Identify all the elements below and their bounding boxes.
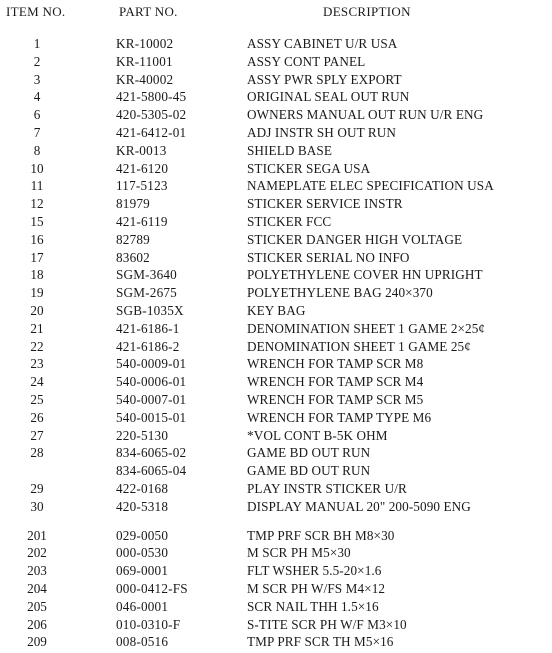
description-cell: WRENCH FOR TAMP SCR M8 [247, 356, 424, 372]
description-cell: STICKER FCC [247, 213, 332, 229]
table-row [0, 498, 552, 516]
header-description: DESCRIPTION [323, 4, 411, 19]
item-no-cell: 7 [33, 124, 41, 140]
part-no-cell: 834-6065-02 [116, 445, 187, 461]
item-no-cell: 206 [27, 616, 47, 632]
item-no-cell: 18 [30, 267, 44, 283]
item-no-cell: 203 [27, 563, 47, 579]
header-part-no: PART NO. [119, 4, 178, 19]
item-no-cell: 15 [30, 213, 44, 229]
part-no-cell: 000-0412-FS [116, 580, 188, 596]
part-no-cell: 220-5130 [116, 427, 169, 443]
description-cell: GAME BD OUT RUN [247, 445, 371, 461]
item-no-cell: 205 [27, 598, 47, 614]
item-no-cell: 20 [30, 302, 44, 318]
description-cell: SHIELD BASE [247, 142, 332, 158]
description-cell: ASSY PWR SPLY EXPORT [247, 71, 402, 87]
part-no-cell: 422-0168 [116, 480, 169, 496]
part-no-cell: 029-0050 [116, 527, 169, 543]
table-row [0, 444, 552, 462]
description-cell: FLT WSHER 5.5-20×1.6 [247, 563, 382, 579]
table-row [0, 616, 552, 634]
item-no-cell: 202 [27, 545, 47, 561]
description-cell: OWNERS MANUAL OUT RUN U/R ENG [247, 107, 484, 123]
table-row [0, 231, 552, 249]
part-no-cell: 069-0001 [116, 563, 169, 579]
table-row [0, 338, 552, 356]
table-row [0, 320, 552, 338]
description-cell: GAME BD OUT RUN [247, 463, 371, 479]
table-row [0, 409, 552, 427]
part-no-cell: KR-0013 [116, 142, 167, 158]
part-no-cell: 117-5123 [116, 178, 168, 194]
item-no-cell: 27 [30, 427, 44, 443]
table-row [0, 302, 552, 320]
table-row [0, 160, 552, 178]
item-no-cell: 19 [30, 285, 44, 301]
table-row [0, 195, 552, 213]
table-row [0, 598, 552, 616]
item-no-cell: 16 [30, 231, 44, 247]
item-no-cell: 29 [30, 480, 44, 496]
part-no-cell: 046-0001 [116, 598, 169, 614]
part-no-cell: SGB-1035X [116, 302, 184, 318]
table-row [0, 373, 552, 391]
description-cell: POLYETHYLENE BAG 240×370 [247, 285, 433, 301]
description-cell: WRENCH FOR TAMP TYPE M6 [247, 409, 432, 425]
part-no-cell: 540-0007-01 [116, 391, 187, 407]
header-item-no: ITEM NO. [6, 4, 66, 19]
part-no-cell: KR-40002 [116, 71, 174, 87]
description-cell: TMP PRF SCR BH M8×30 [247, 527, 395, 543]
part-no-cell: KR-10002 [116, 36, 174, 51]
table-row [0, 213, 552, 231]
description-cell: STICKER DANGER HIGH VOLTAGE [247, 231, 463, 247]
description-cell: M SCR PH M5×30 [247, 545, 351, 561]
table-row [0, 88, 552, 106]
description-cell: ASSY CABINET U/R USA [247, 36, 398, 51]
description-cell: KEY BAG [247, 302, 306, 318]
part-no-cell: 421-6412-01 [116, 124, 187, 140]
description-cell: DENOMINATION SHEET 1 GAME 25¢ [247, 338, 471, 354]
description-cell: DENOMINATION SHEET 1 GAME 2×25¢ [247, 320, 486, 336]
part-no-cell: 421-6119 [116, 213, 168, 229]
table-row [0, 462, 552, 480]
item-no-cell: 11 [30, 178, 44, 194]
part-no-cell: 540-0006-01 [116, 374, 187, 390]
description-cell: STICKER SEGA USA [247, 160, 371, 176]
table-row [0, 527, 552, 545]
description-cell: TMP PRF SCR TH M5×16 [247, 634, 394, 650]
item-no-cell: 201 [27, 527, 47, 543]
table-row [0, 562, 552, 580]
description-cell: M SCR PH W/FS M4×12 [247, 580, 386, 596]
table-row [0, 71, 552, 89]
part-no-cell: 81979 [116, 196, 150, 212]
table-row [0, 355, 552, 373]
table-row [0, 177, 552, 195]
description-cell: PLAY INSTR STICKER U/R [247, 480, 407, 496]
item-no-cell: 2 [33, 53, 41, 69]
item-no-cell: 209 [27, 634, 47, 650]
description-cell: ADJ INSTR SH OUT RUN [247, 124, 397, 140]
part-no-cell: 000-0530 [116, 545, 169, 561]
part-no-cell: 010-0310-F [116, 616, 181, 632]
item-no-cell: 10 [30, 160, 44, 176]
item-no-cell: 4 [33, 89, 41, 105]
part-no-cell: 83602 [116, 249, 150, 265]
item-no-cell: 25 [30, 391, 44, 407]
item-no-cell: 23 [30, 356, 44, 372]
description-cell: WRENCH FOR TAMP SCR M5 [247, 391, 424, 407]
part-no-cell: 008-0516 [116, 634, 169, 650]
part-no-cell: SGM-3640 [116, 267, 177, 283]
item-no-cell: 26 [30, 409, 44, 425]
item-no-cell: 21 [30, 320, 44, 336]
item-no-cell: 28 [30, 445, 44, 461]
description-cell: SCR NAIL THH 1.5×16 [247, 598, 379, 614]
description-cell: NAMEPLATE ELEC SPECIFICATION USA [247, 178, 494, 194]
description-cell: STICKER SERVICE INSTR [247, 196, 403, 212]
part-no-cell: KR-11001 [116, 53, 173, 69]
part-no-cell: 421-6186-1 [116, 320, 180, 336]
table-row [0, 53, 552, 71]
table-row [0, 35, 552, 53]
part-no-cell: 540-0009-01 [116, 356, 187, 372]
description-cell: WRENCH FOR TAMP SCR M4 [247, 374, 424, 390]
table-row [0, 427, 552, 445]
parts-list [0, 35, 552, 651]
table-row [0, 391, 552, 409]
item-no-cell: 8 [33, 142, 41, 158]
description-cell: DISPLAY MANUAL 20" 200-5090 ENG [247, 498, 471, 514]
item-no-cell: 3 [33, 71, 41, 87]
item-no-cell: 30 [30, 498, 44, 514]
part-no-cell: SGM-2675 [116, 285, 177, 301]
table-row [0, 142, 552, 160]
part-no-cell: 421-5800-45 [116, 89, 187, 105]
description-cell: S-TITE SCR PH W/F M3×10 [247, 616, 407, 632]
item-no-cell: 12 [30, 196, 44, 212]
table-row [0, 266, 552, 284]
description-cell: STICKER SERIAL NO INFO [247, 249, 410, 265]
description-cell: ASSY CONT PANEL [247, 53, 366, 69]
table-row [0, 480, 552, 498]
description-cell: POLYETHYLENE COVER HN UPRIGHT [247, 267, 483, 283]
table-row [0, 580, 552, 598]
table-row [0, 633, 552, 651]
table-row [0, 544, 552, 562]
item-no-cell: 24 [30, 374, 44, 390]
item-no-cell: 17 [30, 249, 44, 265]
part-no-cell: 421-6186-2 [116, 338, 180, 354]
part-no-cell: 540-0015-01 [116, 409, 187, 425]
item-no-cell: 6 [33, 107, 41, 123]
item-no-cell: 22 [30, 338, 44, 354]
description-cell: *VOL CONT B-5K OHM [247, 427, 388, 443]
table-row [0, 249, 552, 267]
part-no-cell: 421-6120 [116, 160, 169, 176]
part-no-cell: 834-6065-04 [116, 463, 187, 479]
table-row [0, 124, 552, 142]
part-no-cell: 82789 [116, 231, 150, 247]
table-row [0, 284, 552, 302]
part-no-cell: 420-5305-02 [116, 107, 187, 123]
item-no-cell: 204 [27, 580, 47, 596]
part-no-cell: 420-5318 [116, 498, 169, 514]
table-row [0, 106, 552, 124]
description-cell: ORIGINAL SEAL OUT RUN [247, 89, 410, 105]
item-no-cell: 1 [33, 36, 41, 51]
